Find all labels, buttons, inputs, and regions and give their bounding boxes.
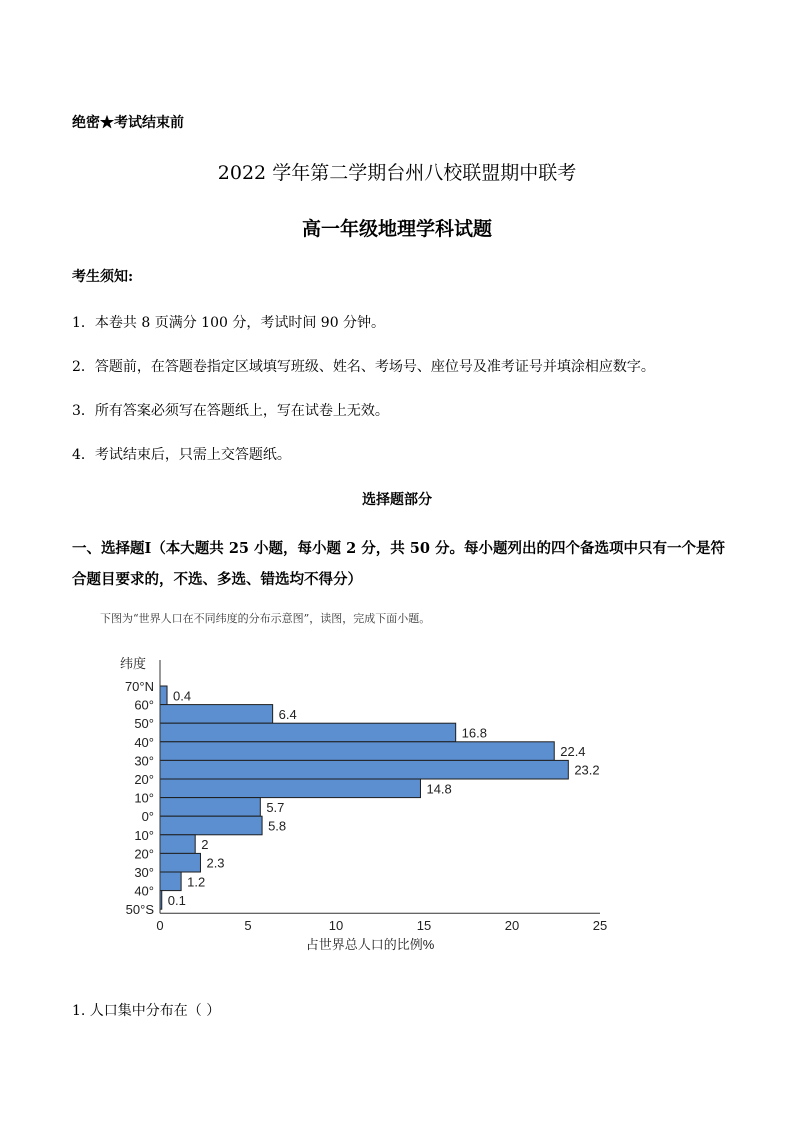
y-tick-label: 50°S <box>125 902 154 918</box>
bar <box>160 686 167 705</box>
y-tick-label: 70°N <box>124 679 154 694</box>
x-axis-label: 占世界总人口的比例% <box>305 937 435 953</box>
section-title: 选择题部分 <box>362 492 432 508</box>
bar-value-label: 2 <box>201 837 209 853</box>
bar-value-label: 6.4 <box>278 706 297 722</box>
bar <box>160 779 420 798</box>
question-1: 1. 人口集中分布在（ ） <box>72 1003 221 1019</box>
x-tick-label: 5 <box>244 918 252 934</box>
y-tick-label: 20° <box>134 846 154 862</box>
y-tick-label: 50° <box>134 716 154 732</box>
bar <box>160 872 181 891</box>
notice-item-4: 4．考试结束后，只需上交答题纸。 <box>72 447 291 463</box>
x-tick-label: 15 <box>416 918 432 934</box>
notice-heading: 考生须知: <box>72 269 134 285</box>
bar <box>160 835 195 854</box>
notice-item-1: 1．本卷共 8 页满分 100 分，考试时间 90 分钟。 <box>72 315 386 331</box>
y-tick-label: 0° <box>141 809 154 825</box>
y-tick-label: 10° <box>134 827 154 843</box>
y-tick-label: 30° <box>134 753 154 769</box>
y-tick-label: 10° <box>134 790 154 806</box>
bar-value-label: 0.1 <box>167 892 186 908</box>
exam-subtitle: 高一年级地理学科试题 <box>301 218 492 240</box>
bar <box>160 742 554 761</box>
bar <box>160 705 273 724</box>
bar-value-label: 23.2 <box>574 762 600 778</box>
x-tick-label: 25 <box>592 918 608 934</box>
latitude-population-chart <box>105 648 625 953</box>
y-tick-label: 40° <box>134 734 154 750</box>
bar-value-label: 0.4 <box>173 688 192 704</box>
exam-title: 2022 学年第二学期台州八校联盟期中联考 <box>217 162 577 184</box>
y-tick-label: 40° <box>134 883 154 899</box>
x-tick-label: 0 <box>156 918 164 934</box>
bar-value-label: 2.3 <box>206 855 225 871</box>
bar <box>160 853 200 872</box>
bar <box>160 816 262 835</box>
bar-value-label: 16.8 <box>461 725 487 741</box>
notice-item-2: 2．答题前，在答题卷指定区域填写班级、姓名、考场号、座位号及准考证号并填涂相应数字。 <box>72 359 655 375</box>
y-tick-label: 60° <box>134 697 154 713</box>
question-group-heading: 一、选择题Ⅰ（本大题共 25 小题，每小题 2 分，共 50 分。每小题列出的四个备选项中只有一个是符合题目要求的，不选、多选、错选均不得分） <box>72 540 726 588</box>
bar-value-label: 1.2 <box>187 874 206 890</box>
bar <box>160 760 568 779</box>
figure-intro-text: 下图为“世界人口在不同纬度的分布示意图”，读图，完成下面小题。 <box>100 612 431 625</box>
confidential-label: 绝密★考试结束前 <box>72 115 184 131</box>
bar-value-label: 5.7 <box>266 799 285 815</box>
bar-value-label: 14.8 <box>426 781 452 797</box>
bar <box>160 798 260 817</box>
bar <box>160 723 456 742</box>
bar-value-label: 5.8 <box>268 818 287 834</box>
bar-value-label: 22.4 <box>560 744 586 760</box>
y-tick-label: 20° <box>134 772 154 787</box>
notice-item-3: 3．所有答案必须写在答题纸上，写在试卷上无效。 <box>72 403 389 419</box>
y-axis-label: 纬度 <box>120 656 147 671</box>
y-tick-label: 30° <box>134 865 154 880</box>
x-tick-label: 10 <box>328 918 344 934</box>
x-tick-label: 20 <box>504 918 520 934</box>
